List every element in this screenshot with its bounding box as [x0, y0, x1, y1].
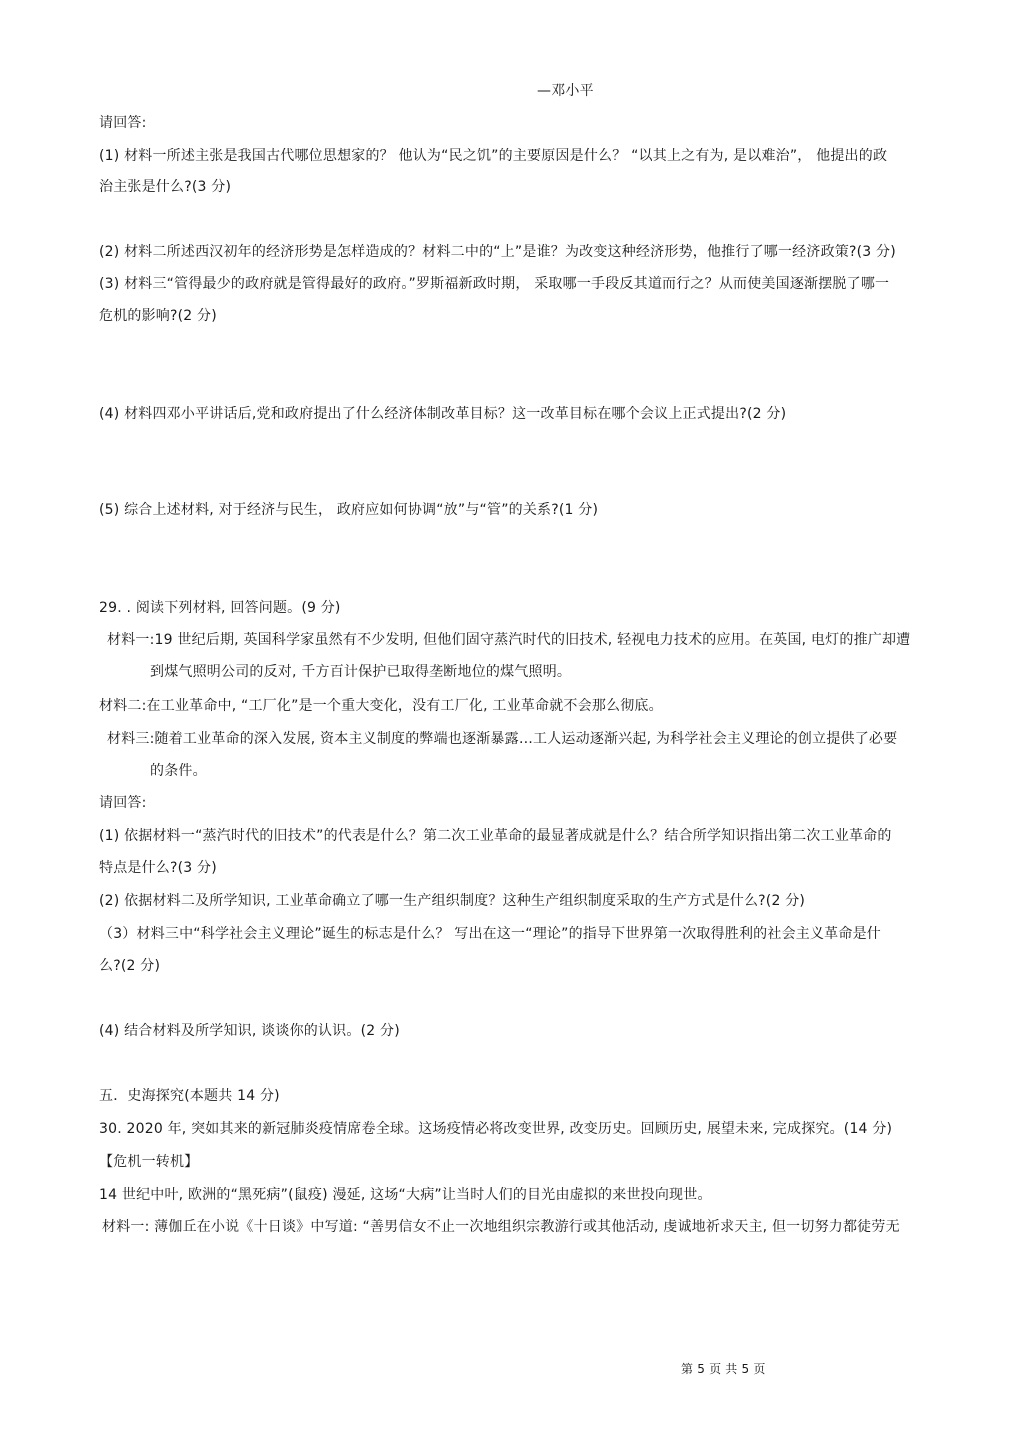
q29-sub3-line1: （3）材料三中“科学社会主义理论”诞生的标志是什么？ 写出在这一“理论”的指导下世界第一次取得胜利的社会主义革命是什 — [99, 926, 881, 942]
q29-material2: 材料二:在工业革命中, “工厂化”是一个重大变化，没有工厂化, 工业革命就不会那么彻底。 — [99, 698, 663, 714]
page-number: 第 5 页 共 5 页 — [681, 1362, 766, 1376]
q29-sub4: (4) 结合材料及所学知识, 谈谈你的认识。(2 分) — [99, 1023, 400, 1039]
q30-material1: 材料一: 薄伽丘在小说《十日谈》中写道: “善男信女不止一次地组织宗教游行或其他活动, 虔诚地祈求天主, 但一切努力都徒劳无 — [102, 1219, 900, 1235]
q29-prompt: 请回答: — [99, 795, 147, 811]
q28-sub1-line2: 治主张是什么?(3 分) — [99, 179, 232, 195]
q30-intro: 14 世纪中叶, 欧洲的“黑死病”(鼠疫) 漫延, 这场“大病”让当时人们的目光由虚拟的来世投向现世。 — [99, 1187, 712, 1203]
q29-material3-line2: 的条件。 — [150, 763, 207, 779]
q29-sub2: (2) 依据材料二及所学知识, 工业革命确立了哪一生产组织制度？这种生产组织制度采取的生产方式是什么?(2 分) — [99, 893, 806, 909]
q28-sub3-line2: 危机的影响?(2 分) — [99, 308, 217, 324]
q30-statement: 30. 2020 年, 突如其来的新冠肺炎疫情席卷全球。这场疫情必将改变世界, 改变历史。回顾历史, 展望未来, 完成探究。(14 分) — [99, 1121, 893, 1137]
q29-material1-line1: 材料一:19 世纪后期, 英国科学家虽然有不少发明, 但他们固守蒸汽时代的旧技术, 轻视电力技术的应用。在英国, 电灯的推广却遭 — [107, 632, 911, 648]
q29-material1-line2: 到煤气照明公司的反对, 千方百计保护已取得垄断地位的煤气照明。 — [150, 664, 572, 680]
q28-sub4: (4) 材料四邓小平讲话后,党和政府提出了什么经济体制改革目标？这一改革目标在哪个会议上正式提出?(2 分) — [99, 406, 787, 422]
q30-subheading: 【危机一转机】 — [99, 1154, 199, 1170]
section5-heading: 五．史海探究(本题共 14 分) — [99, 1088, 280, 1104]
q29-title: 29. . 阅读下列材料, 回答问题。(9 分) — [99, 600, 341, 616]
q28-sub3-line1: (3) 材料三“管得最少的政府就是管得最好的政府。”罗斯福新政时期， 采取哪一手段反其道而行之？从而使美国逐渐摆脱了哪一 — [99, 276, 890, 292]
q28-sub5: (5) 综合上述材料, 对于经济与民生， 政府应如何协调“放”与“管”的关系?(1 分) — [99, 502, 599, 518]
q28-prompt: 请回答: — [99, 115, 147, 131]
q29-sub3-line2: 么?(2 分) — [99, 958, 161, 974]
attribution: —邓小平 — [537, 83, 594, 99]
q28-sub2: (2) 材料二所述西汉初年的经济形势是怎样造成的？材料二中的“上”是谁？为改变这种经济形势，他推行了哪一经济政策?(3 分) — [99, 244, 896, 260]
q29-material3-line1: 材料三:随着工业革命的深入发展, 资本主义制度的弊端也逐渐暴露…工人运动逐渐兴起, 为科学社会主义理论的创立提供了必要 — [107, 731, 898, 747]
q29-sub1-line2: 特点是什么?(3 分) — [99, 860, 217, 876]
q29-sub1-line1: (1) 依据材料一“蒸汽时代的旧技术”的代表是什么？第二次工业革命的最显著成就是什么？结合所学知识指出第二次工业革命的 — [99, 828, 892, 844]
q28-sub1-line1: (1) 材料一所述主张是我国古代哪位思想家的？ 他认为“民之饥”的主要原因是什么？ “以其上之有为, 是以难治”， 他提出的政 — [99, 148, 888, 164]
